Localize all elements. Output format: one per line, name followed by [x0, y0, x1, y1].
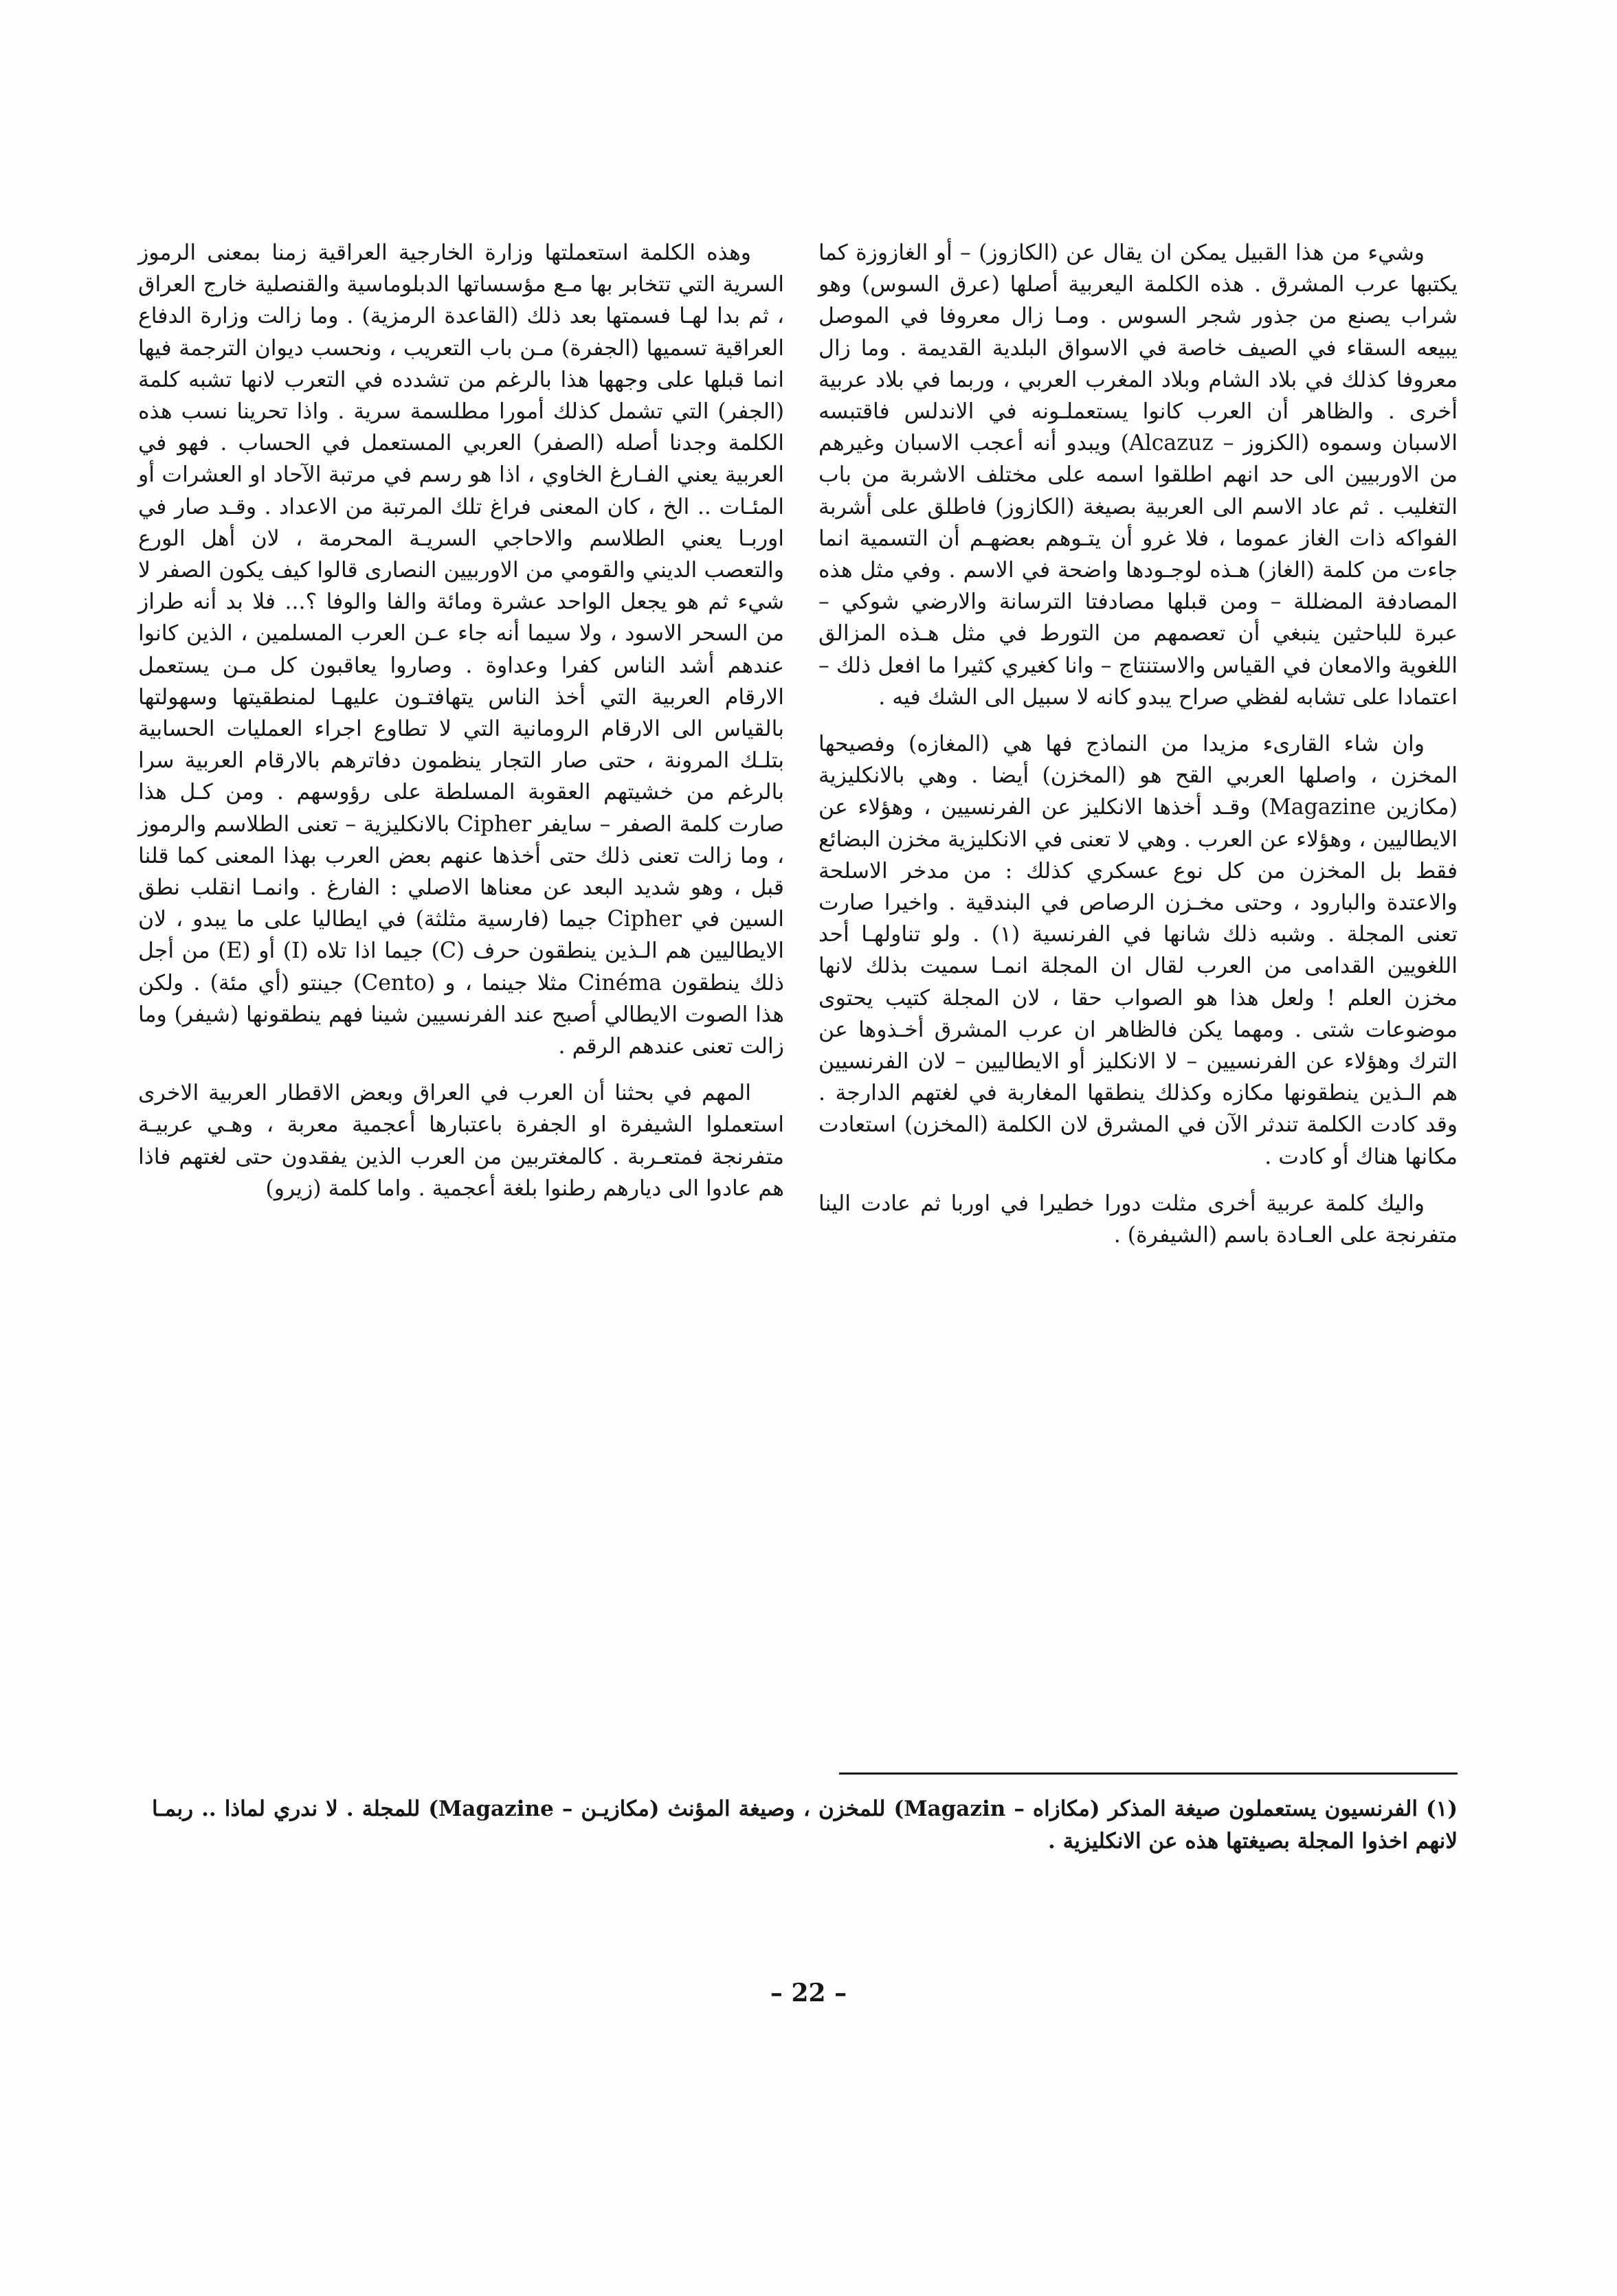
paragraph: وشيء من هذا القبيل يمكن ان يقال عن (الكازوز) – أو الغازوزة كما يكتبها عرب المشرق . هذه الكلمة اليعربية أصلها (عرق السوس) وهو شراب يصنع من جذور شجر السوس . ومـا زال معروفا في الموصل يبيعه السقاء في الصيف خاصة في الاسواق البلدية القديمة . وما زال معروفا كذلك في بلاد الشام وبلاد المغرب العربي ، وربما في بلاد عربية أخرى . والظاهر أن العرب كانوا يستعملـونه في الاندلس فاقتبسه الاسبان وسموه (الكزوز – Alcazuz) ويبدو أنه أعجب الاسبان وغيرهم من الاوربيين الى حد انهم اطلقوا اسمه على مختلف الاشربة من باب التغليب . ثم عاد الاسم الى العربية بصيغة (الكازوز) فاطلق على أشربة الفواكه ذات الغاز عموما ، فلا غرو أن يتـوهم بعضهـم أن التسمية انما جاءت من كلمة (الغاز) هـذه لوجـودها واضحة في الاسم . وفي مثل هذه المصادفة المضللة – ومن قبلها مصادفتا الترسانة والارضي شوكي – عبرة للباحثين ينبغي أن تعصمهم من التورط في مثل هـذه المزالق اللغوية والامعان في القياس والاستنتاج – وانا كغيري كثيرا ما افعل ذلك – اعتمادا على تشابه لفظي صراح يبدو كانه لا سبيل الى الشك فيه . — [818, 240, 1458, 710]
paragraph: واليك كلمة عربية أخرى مثلت دورا خطيرا في اوربا ثم عادت الينا متفرنجة على العـادة باسم (الشيفرة) . — [818, 1191, 1458, 1248]
paragraph: المهم في بحثنا أن العرب في العراق وبعض الاقطار العربية الاخرى استعملوا الشيفرة او الجفرة باعتبارها أعجمية معربة ، وهـي عربيـة متفرنجة فمتعـربة . كالمغتربين من العرب الذين يفقدون حتى لغتهم فاذا هم عادوا الى ديارهم رطنوا بلغة أعجمية . واما كلمة (زيرو) — [138, 1081, 784, 1201]
right-text-column — [818, 237, 1458, 1266]
paragraph: وان شاء القارىء مزيدا من النماذج فها هي (المغازه) وفصيحها المخزن ، واصلها العربي القح هو (المخزن) أيضا . وهي بالانكليزية (مكازين Magazine) وقـد أخذها الانكليز عن الفرنسيين ، وهؤلاء عن الايطاليين ، وهؤلاء عن العرب . وهي لا تعنى في الانكليزية مخزن البضائع فقط بل المخزن من كل نوع عسكري كذلك : من مدخر الاسلحة والاعتدة والبارود ، وحتى مخـزن الرصاص في البندقية . واخيرا صارت تعنى المجلة . وشبه ذلك شانها في الفرنسية (١) . ولو تناولهـا أحد اللغويين القدامى من العرب لقال ان المجلة انمـا سميت بذلك لانها مخزن العلم ! ولعل هذا هو الصواب حقا ، لان المجلة كتيب يحتوى موضوعات شتى . ومهما يكن فالظاهر ان عرب المشرق أخـذوها عن الترك وهؤلاء عن الفرنسيين – لا الانكليز أو الايطاليين – لان الفرنسيين هم الـذين ينطقونها مكازه وكذلك ينطقها المغاربة في لغتهم الدارجة . وقد كادت الكلمة تندثر الآن في المشرق لان الكلمة (المخزن) استعادت مكانها هناك أو كادت . — [818, 732, 1458, 1169]
left-text-column — [138, 237, 784, 1219]
footnote: (١) الفرنسيون يستعملون صيغة المذكر (مكازاه – Magazin) للمخزن ، وصيغة المؤنث (مكازيـن – Magazine) للمجلة . لا ندري لماذا .. ربمـا لانهم اخذوا المجلة بصيغتها هذه عن الانكليزية . — [152, 1797, 1458, 1854]
page-number: – 22 – — [770, 1979, 847, 2007]
paragraph: وهذه الكلمة استعملتها وزارة الخارجية العراقية زمنا بمعنى الرموز السرية التي تتخابر بها مـع مؤسساتها الدبلوماسية والقنصلية خارج العراق ، ثم بدا لهـا فسمتها بعد ذلك (القاعدة الرمزية) . وما زالت وزارة الدفاع العراقية تسميها (الجفرة) مـن باب التعريب ، ونحسب ديوان الترجمة فيها انما قبلها على وجهها هذا بالرغم من تشدده في التعرب لانها تشبه كلمة (الجفر) التي تشمل كذلك أمورا مطلسمة سرية . واذا تحرينا نسب هذه الكلمة وجدنا أصله (الصفر) العربي المستعمل في الحساب . فهو في العربية يعني الفـارغ الخاوي ، اذا هو رسم في مرتبة الآحاد او العشرات أو المئـات .. الخ ، كان المعنى فراغ تلك المرتبة من الاعداد . وقـد صار في اوربـا يعني الطلاسم والاحاجي السريـة المحرمة ، لان أهل الورع والتعصب الديني والقومي من الاوربيين النصارى قالوا كيف يكون الصفر لا شيء ثم هو يجعل الواحد عشرة ومائة والفا والوفا ؟... فلا بد أنه طراز من السحر الاسود ، ولا سيما أنه جاء عـن العرب المسلمين ، الذين كانوا عندهم أشد الناس كفرا وعداوة . وصاروا يعاقبون كل مـن يستعمل الارقام العربية التي أخذ الناس يتهافتـون عليهـا لمنطقيتها وسهولتها بالقياس الى الارقام الرومانية التي لا تطاوع اجراء العمليات الحسابية بتلـك المرونة ، حتى صار التجار ينظمون دفاترهم بالارقام العربية سرا بالرغم من خشيتهم العقوبة المسلطة على رؤوسهم . ومن كـل هذا صارت كلمة الصفر – سايفر Cipher بالانكليزية – تعنى الطلاسم والرموز ، وما زالت تعنى ذلك حتى أخذها عنهم بعض العرب بهذا المعنى كما قلنا قبل ، وهو شديد البعد عن معناها الاصلي : الفارغ . وانمـا انقلب نطق السين في Cipher جيما (فارسية مثلثة) في ايطاليا على ما يبدو ، لان الايطاليين هم الـذين ينطقون حرف (C) جيما اذا تلاه (I) أو (E) من أجل ذلك ينطقون Cinéma مثلا جينما ، و (Cento) جينتو (أي مئة) . ولكن هذا الصوت الايطالي أصبح عند الفرنسيين شينا فهم ينطقونها (شيفر) وما زالت تعنى عندهم الرقم . — [138, 240, 784, 1059]
footnote-divider — [839, 1772, 1458, 1775]
